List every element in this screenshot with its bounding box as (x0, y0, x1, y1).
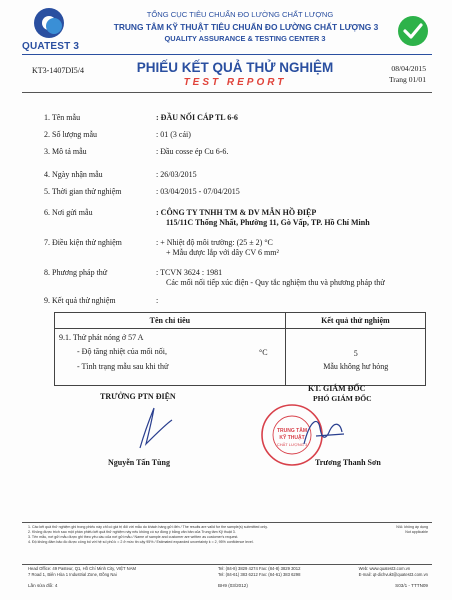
head-office-address: Head Office: 49 Pasteur, Q1, Hồ Chí Minh City, VIỆT NAM (28, 566, 136, 571)
signer-right-title: KT. GIÁM ĐỐC (308, 384, 366, 393)
field-label: 5. Thời gian thử nghiệm (44, 187, 122, 196)
logo-dot-icon (46, 18, 62, 34)
field-value: : TCVN 3624 : 1981 (156, 268, 223, 277)
table-cell-criteria (55, 329, 286, 385)
field-label: 7. Điều kiện thử nghiệm (44, 238, 122, 247)
footer-phones: Tel: (84-8) 3829 4274 Fax: (84-8) 3829 3012 Tel: (84-61) 383 6212 Fax: (84-61) 383 6298 (218, 566, 301, 577)
field-value: : 26/03/2015 (156, 170, 197, 179)
field-value-line2: Các mối nối tiếp xúc điện - Quy tắc nghiệm thu và phương pháp thử (166, 278, 385, 287)
field-value-line2: + Mẫu được lắp với dây CV 6 mm² (166, 248, 279, 257)
field-label: 4. Ngày nhận mẫu (44, 170, 103, 179)
footer-divider (22, 522, 432, 523)
signer-right-name: Trương Thanh Sơn (315, 458, 381, 467)
document-form-code: S03/1 - TTTN09 (395, 583, 428, 588)
table-header-row (55, 313, 425, 329)
report-title-vn: PHIẾU KẾT QUẢ THỬ NGHIỆM (136, 60, 334, 75)
org-line-2: TRUNG TÂM KỸ THUẬT TIÊU CHUẨN ĐO LƯỜNG CHẤT LƯỢNG 3 (113, 22, 379, 32)
field-label: 9. Kết quả thử nghiệm (44, 296, 116, 305)
note-2: 2. Không được trích sao một phần phiếu kết quả thử nghiệm này nếu không có sự đồng ý bằng văn bản của Trung tâm Kỹ thuật 3. (28, 530, 236, 535)
field-value-line2: 115/11C Thống Nhất, Phường 11, Gò Vấp, TP. Hồ Chí Minh (166, 218, 370, 227)
criteria-group: 9.1. Thử phát nóng ở 57 A (59, 333, 144, 342)
signer-left-name: Nguyễn Tấn Tùng (108, 458, 170, 467)
svg-text:TRUNG TÂM: TRUNG TÂM (277, 428, 307, 434)
field-value: : + Nhiệt độ môi trường: (25 ± 2) °C (156, 238, 273, 247)
table-header-result: Kết quả thử nghiệm (321, 316, 390, 325)
revision-number: Lần sửa đổi: 4 (28, 583, 58, 588)
signer-left-title: TRƯỞNG PTN ĐIỆN (100, 392, 176, 401)
note-1: 1. Các kết quả thử nghiệm ghi trong phiếu này chỉ có giá trị đối với mẫu do khách hàng gửi đến / The results are valid for the sample(s) submitted only. (28, 525, 268, 529)
field-label: 2. Số lượng mẫu (44, 130, 98, 139)
field-value: : 01 (3 cái) (156, 130, 191, 139)
org-line-3: QUALITY ASSURANCE & TESTING CENTER 3 (164, 34, 326, 43)
checkmark-icon (398, 16, 428, 46)
footer-divider-2 (22, 564, 432, 565)
field-value: : Đầu cosse ép Cu 6-6. (156, 147, 229, 156)
table-cell-result (286, 329, 425, 385)
result-condition: Mẫu không hư hỏng (323, 362, 389, 371)
logo-text: QUATEST 3 (22, 41, 80, 52)
signature-right (296, 410, 356, 454)
svg-text:CHẤT LƯỢNG 3: CHẤT LƯỢNG 3 (276, 442, 308, 447)
table-row (55, 329, 425, 385)
field-label: 1. Tên mẫu (44, 113, 81, 122)
note-3: 3. Tên mẫu, nơi gửi mẫu được ghi theo yêu cầu của nơi gửi mẫu / Name of sample and customer are written as customer's request. (28, 535, 239, 540)
report-title-en: TEST REPORT (183, 77, 287, 88)
note-right: N/A: không áp dụng Not applicable (396, 525, 428, 535)
criteria-unit: °C (259, 348, 268, 357)
field-value: : (156, 296, 159, 305)
footer-bottom-line (28, 583, 428, 588)
footer-contacts: Web: www.quatest3.com.vn E-mail: qt-dichvukt@quatest3.com.vn (358, 566, 428, 577)
field-label: 8. Phương pháp thử (44, 268, 108, 277)
signature-left (110, 404, 180, 454)
field-label: 3. Mô tả mẫu (44, 147, 87, 156)
title-divider (22, 92, 432, 93)
note-4: 4. Độ không đảm bảo đo được công bố với hệ số phủ k = 2 ở mức tin cậy 95% / Estimated expanded uncertainty k = 2, 95% confidence level. (28, 540, 254, 545)
document-code: KT3-1407DI5/4 (32, 66, 84, 75)
footer-notes (28, 525, 428, 545)
field-value: : CÔNG TY TNHH TM & DV MẪN HỒ ĐIỆP (156, 208, 317, 217)
svg-text:KỸ THUẬT: KỸ THUẬT (279, 435, 305, 441)
result-temp-rise: 5 (353, 349, 358, 358)
branch-address: 7 Road 1, Biên Hòa 1 Industrial Zone, Đồng Nai (28, 572, 117, 577)
criteria-temp-rise: - Độ tăng nhiệt của mối nối, (77, 347, 167, 356)
footer-address (28, 566, 428, 578)
field-value: : 03/04/2015 - 07/04/2015 (156, 187, 240, 196)
report-date: 08/04/2015 (391, 64, 426, 73)
signer-right-subtitle: PHÓ GIÁM ĐỐC (313, 394, 372, 403)
results-table (54, 312, 426, 386)
form-number: BH9 (03/2012) (218, 583, 248, 588)
org-line-1: TỔNG CỤC TIÊU CHUẨN ĐO LƯỜNG CHẤT LƯỢNG (146, 10, 334, 19)
field-value: : ĐẦU NỐI CÁP TL 6-6 (156, 113, 238, 122)
field-label: 6. Nơi gửi mẫu (44, 208, 93, 217)
header-divider (22, 54, 432, 55)
criteria-condition: - Tình trạng mẫu sau khi thử (77, 362, 169, 371)
page-number: Trang 01/01 (388, 75, 426, 84)
table-header-criteria: Tên chỉ tiêu (55, 313, 286, 328)
quatest3-logo (22, 8, 92, 52)
